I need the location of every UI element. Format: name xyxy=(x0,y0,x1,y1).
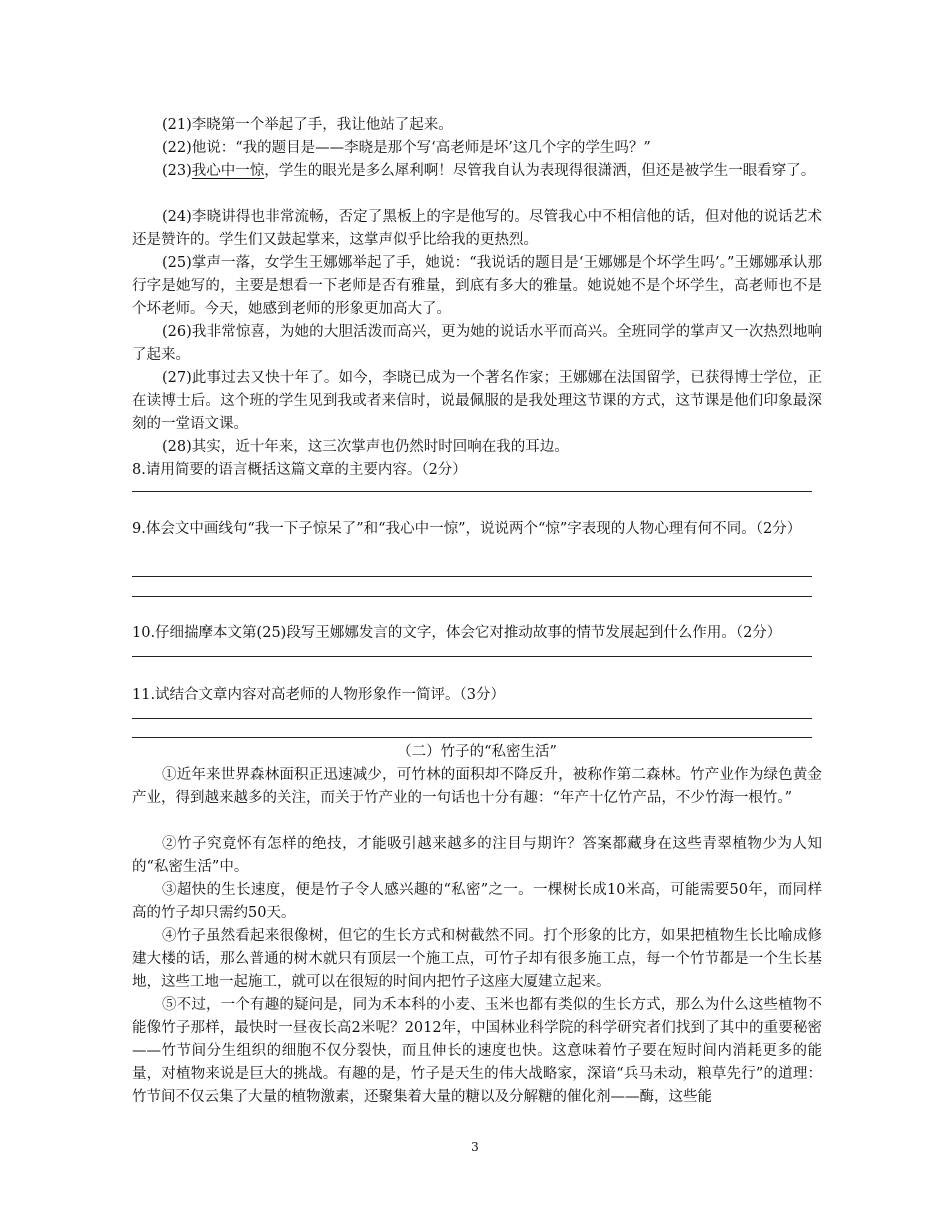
paragraph-22: (22)他说：“我的题目是——李晓是那个写‘高老师是坏’这几个字的学生吗？” xyxy=(162,140,651,156)
paragraph-23-number: (23) xyxy=(162,163,192,179)
answer-line[interactable] xyxy=(132,737,812,738)
question-8: 8.请用简要的语言概括这篇文章的主要内容。（2分） xyxy=(132,462,467,478)
section2-paragraph-1: ①近年来世界森林面积正迅速减少，可竹林的面积却不降反升，被称作第二森林。竹产业作为绿色黄金产业，得到越来越多的关注，而关于竹产业的一句话也十分有趣：“年产十亿竹产品，不少竹海一根竹。” xyxy=(132,767,822,806)
paragraph-24: (24)李晓讲得也非常流畅，否定了黑板上的字是他写的。尽管我心中不相信他的话，但对他的说话艺术还是赞许的。学生们又鼓起掌来，这掌声似乎比给我的更热烈。 xyxy=(132,209,822,248)
section2-paragraph-3: ③超快的生长速度，便是竹子令人感兴趣的“私密”之一。一棵树长成10米高，可能需要50年，而同样高的竹子却只需约50天。 xyxy=(132,882,822,921)
paragraph-26: (26)我非常惊喜，为她的大胆活泼而高兴，更为她的说话水平而高兴。全班同学的掌声又一次热烈地响了起来。 xyxy=(132,324,822,363)
page-number: 3 xyxy=(471,1140,479,1154)
paragraph-28: (28)其实，近十年来，这三次掌声也仍然时时回响在我的耳边。 xyxy=(162,439,569,455)
section-title: （二）竹子的“私密生活” xyxy=(397,744,557,760)
paragraph-23 xyxy=(132,160,822,183)
answer-line[interactable] xyxy=(132,718,812,719)
paragraph-21: (21)李晓第一个举起了手，我让他站了起来。 xyxy=(162,117,453,133)
question-9: 9.体会文中画线句“我一下子惊呆了”和“我心中一惊”，说说两个“惊”字表现的人物心理有何不同。（2分） xyxy=(132,521,802,537)
section2-paragraph-4: ④竹子虽然看起来很像树，但它的生长方式和树截然不同。打个形象的比方，如果把植物生长比喻成修建大楼的话，那么普通的树木就只有顶层一个施工点，可竹子却有很多施工点，每一个竹节都是一个生长基地，这些工地一起施工，就可以在很短的时间内把竹子这座大厦建立起来。 xyxy=(132,928,822,990)
section2-paragraph-5: ⑤不过，一个有趣的疑问是，同为禾本科的小麦、玉米也都有类似的生长方式，那么为什么这些植物不能像竹子那样，最快时一昼夜长高2米呢？2012年，中国林业科学院的科学研究者们找到了其中的重要秘密——竹节间分生组织的细胞不仅分裂快，而且伸长的速度也快。这意味着竹子要在短时间内消耗更多的能量，对植物来说是巨大的挑战。有趣的是，竹子是天生的伟大战略家，深谙“兵马未动，粮草先行”的道理：竹节间不仅云集了大量的植物激素，还聚集着大量的糖以及分解糖的催化剂——酶，这些能 xyxy=(132,997,822,1105)
answer-line[interactable] xyxy=(132,576,812,577)
paragraph-23-rest: ，学生的眼光是多么犀利啊！尽管我自认为表现得很潇洒，但还是被学生一眼看穿了。 xyxy=(264,163,816,179)
question-10: 10.仔细揣摩本文第(25)段写王娜娜发言的文字，体会它对推动故事的情节发展起到什么作用。（2分） xyxy=(132,625,782,641)
answer-line[interactable] xyxy=(132,656,812,657)
paragraph-25: (25)掌声一落，女学生王娜娜举起了手，她说：“我说话的题目是‘王娜娜是个坏学生吗’。”王娜娜承认那行字是她写的，主要是想看一下老师是否有雅量，到底有多大的雅量。她说她不是个坏学生，高老师也不是个坏老师。今天，她感到老师的形象更加高大了。 xyxy=(132,255,822,317)
question-11: 11.试结合文章内容对高老师的人物形象作一简评。（3分） xyxy=(132,687,506,703)
answer-line[interactable] xyxy=(132,596,812,597)
paragraph-27: (27)此事过去又快十年了。如今，李晓已成为一个著名作家；王娜娜在法国留学，已获得博士学位，正在读博士后。这个班的学生见到我或者来信时，说最佩服的是我处理这节课的方式，这节课是他们印象最深刻的一堂语文课。 xyxy=(132,370,822,432)
section2-paragraph-2: ②竹子究竟怀有怎样的绝技，才能吸引越来越多的注目与期许？答案都藏身在这些青翠植物少为人知的“私密生活”中。 xyxy=(132,836,822,875)
underlined-sentence: 我心中一惊 xyxy=(191,163,265,179)
answer-line[interactable] xyxy=(132,491,812,492)
